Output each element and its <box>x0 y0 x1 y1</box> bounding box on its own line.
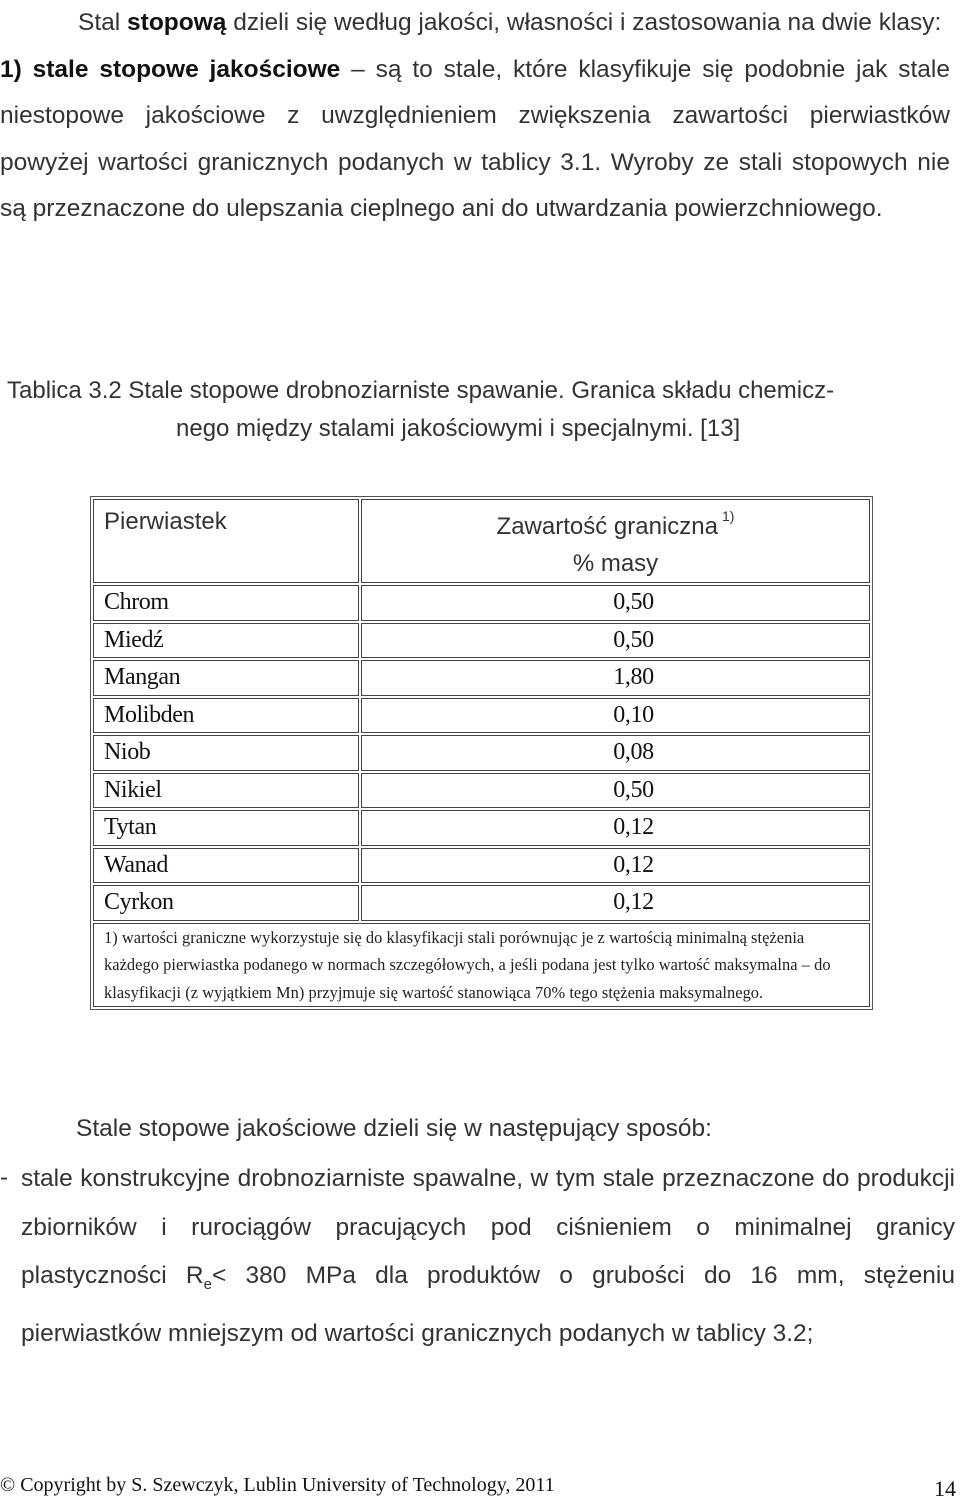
row-element: Cyrkon <box>93 885 359 921</box>
row-value: 0,12 <box>361 810 870 846</box>
table-row <box>93 810 870 846</box>
re-subscript: e <box>203 1276 212 1294</box>
table-header-row <box>93 499 870 583</box>
table-row <box>93 698 870 734</box>
table-row <box>93 585 870 621</box>
row-element: Wanad <box>93 848 359 884</box>
row-value: 0,08 <box>361 735 870 771</box>
intro-paragraph <box>0 0 950 233</box>
composition-table <box>90 496 873 1010</box>
table-row <box>93 623 870 659</box>
row-value: 0,50 <box>361 585 870 621</box>
classification-heading: Stale stopowe jakościowe dzieli się w następujący sposób: <box>76 1115 712 1142</box>
intro-sentence <box>0 0 950 47</box>
list-text-b: < 380 MPa dla produktów o grubości do 16 mm, stężeniu pierwiastków mniejszym od wartości granicznych podanych w tablicy 3.2; <box>21 1262 955 1347</box>
row-element: Niob <box>93 735 359 771</box>
list-dash: - <box>0 1164 9 1191</box>
page-number: 14 <box>934 1476 956 1501</box>
header-limit-label: Zawartość graniczna <box>496 513 718 540</box>
header-limit-unit: % masy <box>572 550 659 577</box>
list-text-a: stale konstrukcyjne drobnoziarniste spawalne, w tym stale przeznaczone do produkcji zbiorników i rurociągów pracujących pod ciśnieniem o minimalnej granicy plastyczności R <box>21 1165 955 1290</box>
header-element: Pierwiastek <box>93 499 359 583</box>
page-footer <box>0 1474 960 1501</box>
row-element: Chrom <box>93 585 359 621</box>
row-element: Miedź <box>93 623 359 659</box>
row-value: 0,10 <box>361 698 870 734</box>
copyright-text: © Copyright by S. Szewczyk, Lublin University of Technology, 2011 <box>0 1474 555 1496</box>
row-element: Mangan <box>93 660 359 696</box>
table-caption <box>0 372 960 448</box>
row-value: 0,50 <box>361 773 870 809</box>
table-footnote: 1) wartości graniczne wykorzystuje się do klasyfikacji stali porównując je z wartością minimalną stężenia każdego pierwiastka podanego w normach szczegółowych, a jeśli podana jest tylko wartość maksymalna – do klasyfikacji (z wyjątkiem Mn) przyjmuje się wartość stanowiąca 70% tego stężenia maksymalnego. <box>93 923 870 1008</box>
caption-line-2: nego między stalami jakościowymi i specjalnymi. [13] <box>176 415 741 442</box>
table-row <box>93 885 870 921</box>
class-item-text: – są to stale, które klasyfikuje się podobnie jak stale niestopowe jakościowe z uwzględnieniem zwiększenia zawartości pierwiastków powyżej wartości granicznych podanych w tablicy 3.1. Wyroby ze stali stopowych nie są przeznaczone do ulepszania cieplnego ani do utwardzania powierzchniowego. <box>0 55 950 222</box>
table-row <box>93 848 870 884</box>
caption-line-1: Tablica 3.2 Stale stopowe drobnoziarniste spawanie. Granica składu chemicz- <box>7 377 835 404</box>
row-value: 1,80 <box>361 660 870 696</box>
list-item-text <box>21 1155 955 1358</box>
intro-bold-word: stopową <box>127 9 227 36</box>
intro-text-b: dzieli się według jakości, własności i zastosowania na dwie klasy: <box>226 9 942 36</box>
header-limit <box>361 499 870 583</box>
row-value: 0,12 <box>361 885 870 921</box>
class-item-title: 1) stale stopowe jakościowe <box>0 55 341 83</box>
table-footnote-row <box>93 923 870 1008</box>
row-value: 0,12 <box>361 848 870 884</box>
row-element: Nikiel <box>93 773 359 809</box>
table-row <box>93 660 870 696</box>
row-element: Molibden <box>93 698 359 734</box>
row-element: Tytan <box>93 810 359 846</box>
classification-section <box>0 1106 960 1358</box>
table-row <box>93 735 870 771</box>
header-limit-sup: 1) <box>721 508 735 524</box>
list-item <box>0 1155 960 1358</box>
table-row <box>93 773 870 809</box>
row-value: 0,50 <box>361 623 870 659</box>
intro-text-a: Stal <box>78 9 128 36</box>
class-item-1 <box>0 47 950 233</box>
